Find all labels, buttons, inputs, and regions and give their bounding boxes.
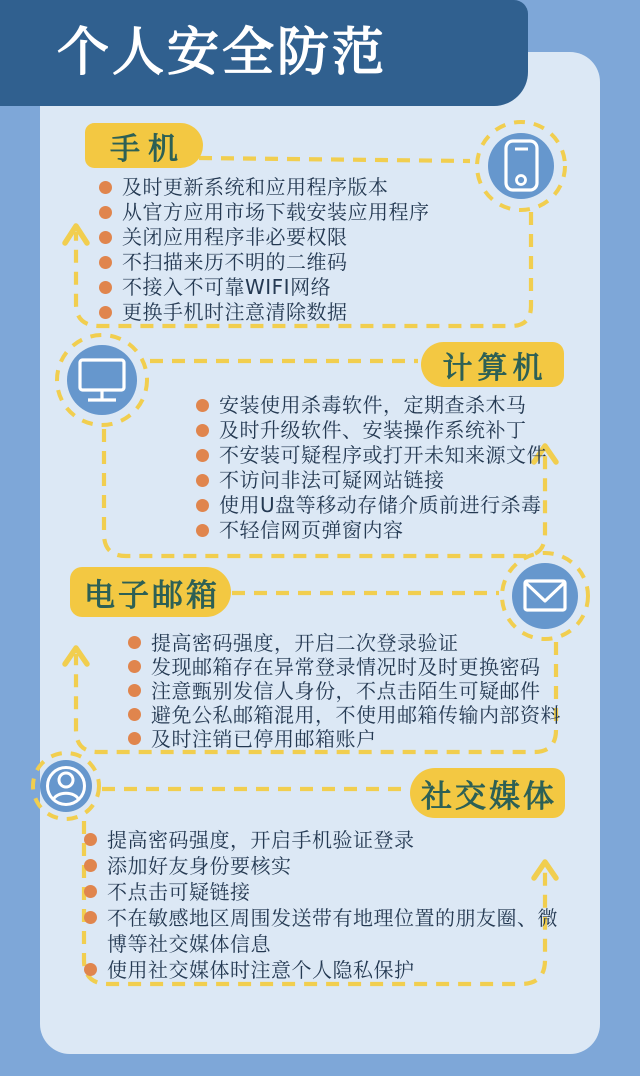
list-item xyxy=(196,393,578,418)
section-label-email xyxy=(70,567,231,617)
list-item-text: 不访问非法可疑网站链接 xyxy=(219,468,445,492)
list-item-text: 及时注销已停用邮箱账户 xyxy=(151,727,377,751)
bullet-icon xyxy=(99,231,112,244)
list-item xyxy=(128,703,590,727)
bullet-icon xyxy=(128,660,141,673)
list-item-text: 不在敏感地区周围发送带有地理位置的朋友圈、微博等社交媒体信息 xyxy=(107,906,558,956)
bullet-icon xyxy=(196,499,209,512)
list-item-text: 使用社交媒体时注意个人隐私保护 xyxy=(107,958,415,982)
list-item-text: 不点击可疑链接 xyxy=(107,880,251,904)
list-item xyxy=(128,679,590,703)
header xyxy=(0,0,528,106)
bullet-icon xyxy=(84,963,97,976)
list-item-text: 避免公私邮箱混用，不使用邮箱传输内部资料 xyxy=(151,703,561,727)
bullet-icon xyxy=(99,206,112,219)
list-item xyxy=(99,200,561,225)
section-label-computer xyxy=(421,342,564,387)
list-item xyxy=(99,275,561,300)
section-label-social xyxy=(410,768,565,818)
list-item-text: 安装使用杀毒软件，定期查杀木马 xyxy=(219,393,527,417)
list-item-text: 添加好友身份要核实 xyxy=(107,854,292,878)
bullet-icon xyxy=(84,859,97,872)
bullet-icon xyxy=(128,732,141,745)
list-item-text: 使用U盘等移动存储介质前进行杀毒 xyxy=(219,493,542,517)
section-label-phone-text: 手机 xyxy=(110,131,186,167)
list-item-text: 提高密码强度，开启二次登录验证 xyxy=(151,631,459,655)
list-item-text: 不安装可疑程序或打开未知来源文件 xyxy=(219,443,547,467)
social-tips-list xyxy=(84,827,564,983)
bullet-icon xyxy=(84,911,97,924)
bullet-icon xyxy=(84,885,97,898)
list-item xyxy=(99,225,561,250)
email-tips-list xyxy=(128,631,590,751)
bullet-icon xyxy=(196,399,209,412)
bullet-icon xyxy=(128,684,141,697)
list-item xyxy=(84,853,564,879)
list-item xyxy=(196,518,578,543)
list-item xyxy=(196,468,578,493)
list-item xyxy=(196,493,578,518)
section-label-social-text: 社交媒体 xyxy=(421,778,557,815)
list-item xyxy=(128,727,590,751)
list-item-text: 提高密码强度，开启手机验证登录 xyxy=(107,828,415,852)
phone-tips-list xyxy=(99,175,561,325)
list-item xyxy=(99,300,561,325)
list-item-text: 及时升级软件、安装操作系统补丁 xyxy=(219,418,527,442)
bullet-icon xyxy=(84,833,97,846)
bullet-icon xyxy=(128,636,141,649)
list-item xyxy=(84,957,564,983)
section-label-phone xyxy=(85,123,203,168)
list-item xyxy=(84,905,564,957)
bullet-icon xyxy=(196,474,209,487)
bullet-icon xyxy=(128,708,141,721)
list-item-text: 关闭应用程序非必要权限 xyxy=(122,225,348,249)
list-item-text: 从官方应用市场下载安装应用程序 xyxy=(122,200,430,224)
list-item xyxy=(128,631,590,655)
bullet-icon xyxy=(196,449,209,462)
bullet-icon xyxy=(99,181,112,194)
bullet-icon xyxy=(196,424,209,437)
list-item-text: 更换手机时注意清除数据 xyxy=(122,300,348,324)
list-item xyxy=(99,250,561,275)
list-item xyxy=(196,418,578,443)
list-item-text: 及时更新系统和应用程序版本 xyxy=(122,175,389,199)
page-title: 个人安全防范 xyxy=(57,23,388,83)
computer-tips-list xyxy=(196,393,578,543)
list-item xyxy=(99,175,561,200)
list-item xyxy=(84,827,564,853)
list-item xyxy=(84,879,564,905)
list-item-text: 不接入不可靠WIFI网络 xyxy=(122,275,332,299)
section-label-email-text: 电子邮箱 xyxy=(84,577,220,614)
list-item xyxy=(128,655,590,679)
bullet-icon xyxy=(99,306,112,319)
bullet-icon xyxy=(196,524,209,537)
bullet-icon xyxy=(99,281,112,294)
list-item-text: 不轻信网页弹窗内容 xyxy=(219,518,404,542)
section-label-computer-text: 计算机 xyxy=(442,350,548,386)
bullet-icon xyxy=(99,256,112,269)
list-item-text: 不扫描来历不明的二维码 xyxy=(122,250,348,274)
list-item-text: 发现邮箱存在异常登录情况时及时更换密码 xyxy=(151,655,541,679)
list-item xyxy=(196,443,578,468)
list-item-text: 注意甄别发信人身份，不点击陌生可疑邮件 xyxy=(151,679,541,703)
